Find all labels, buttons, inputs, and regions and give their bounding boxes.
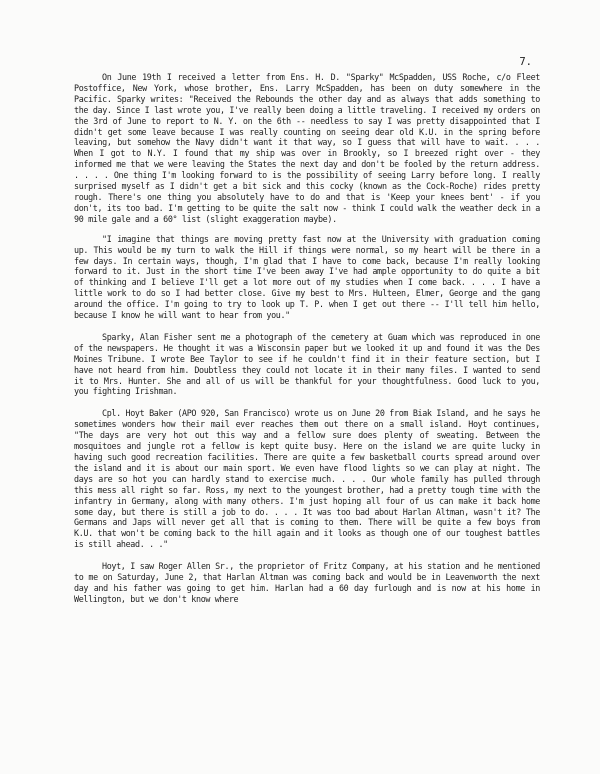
- paragraph-mcspadden-letter-continued: "I imagine that things are moving pretty fast now at the University with graduation coming up. This would be my turn to walk the Hill if things were normal, so my heart will be there in a few days. In certain ways, though, I'm glad that I have to come back, because I'm really looking forward to it. Just in the short time I've been away I've had ample opportunity to do quite a bit of thinking and I believe I'll get a lot more out of my studies when I come back. . . . I have a little work to do so I had better close. Give my best to Mrs. Hulteen, Elmer, George and the gang around the office. I'm going to try to look up T. P. when I get out there -- I'll tell him hello, because I know he will want to hear from you.": [74, 233, 540, 321]
- letter-body: [74, 72, 540, 605]
- page-number: 7.: [519, 56, 532, 68]
- paragraph-harlan-altman: Hoyt, I saw Roger Allen Sr., the proprietor of Fritz Company, at his station and he mentioned to me on Saturday, June 2, that Harlan Altman was coming back and would be in Leavenworth the next day and his father was going to get him. Harlan had a 60 day furlough and is now at his home in Wellington, but we don't know where: [74, 561, 540, 604]
- paragraph-mcspadden-letter: On June 19th I received a letter from Ens. H. D. "Sparky" McSpadden, USS Roche, c/o Fleet Postoffice, New York, whose brother, Ens. Larry McSpadden, has been on duty somewhere in the Pacific. Sparky writes: "Received the Rebounds the other day and as always that adds something to the day. Since I last wrote you, I've really been doing a little traveling. I received my orders on the 3rd of June to report to N. Y. on the 6th -- needless to say I was pretty disappointed that I didn't get some leave because I was really counting on seeing dear old K.U. in the spring before leaving, but somehow the Navy didn't want it that way, so I guess that will have to wait. . . . When I got to N.Y. I found that my ship was over in Brookly, so I breezed right over - they informed me that we were leaving the States the next day and don't be fooled by the return address. . . . . One thing I'm looking forward to is the possibility of seeing Larry before long. I really surprised myself as I didn't get a bit sick and this cocky (known as the Cock-Roche) rides pretty rough. There's one thing you absolutely have to do and that is 'Keep your knees bent' - if you don't, its too bad. I'm getting to be quite the salt now - think I could walk the weather deck in a 90 mile gale and a 60° list (slight exaggeration maybe).: [74, 72, 540, 224]
- paragraph-hoyt-baker-letter: Cpl. Hoyt Baker (APO 920, San Francisco) wrote us on June 20 from Biak Island, and he says he sometimes wonders how their mail ever reaches them out there on a small island. Hoyt continues, "The days are very hot out this way and a fellow sure does plenty of sweating. Between the mosquitoes and jungle rot a fellow is kept quite busy. Here on the island we are quite lucky in having such good recreation facilities. There are quite a few basketball courts spread around over the island and it is about our main sport. We even have flood lights so we can play at night. The days are so hot you can hardly stand to exercise much. . . . Our whole family has pulled through this mess all right so far. Ross, my next to the youngest brother, had a pretty tough time with the infantry in Germany, along with many others. I'm just hoping all four of us can make it back home some day, but there is still a job to do. . . . It was too bad about Harlan Altman, wasn't it? The Germans and Japs will never get all that is coming to them. There will be quite a few boys from K.U. that won't be coming back to the hill again and it looks as though one of our toughest battles is still ahead. . .": [74, 408, 540, 550]
- paragraph-guam-photograph: Sparky, Alan Fisher sent me a photograph of the cemetery at Guam which was reproduced in one of the newspapers. He thought it was a Wisconsin paper but we looked it up and found it was the Des Moines Tribune. I wrote Bee Taylor to see if he couldn't find it in their feature section, but I have not heard from him. Doubtless they could not locate it in their many files. I wanted to send it to Mrs. Hunter. She and all of us will be thankful for your thoughtfulness. Good luck to you, you fighting Irishman.: [74, 331, 540, 397]
